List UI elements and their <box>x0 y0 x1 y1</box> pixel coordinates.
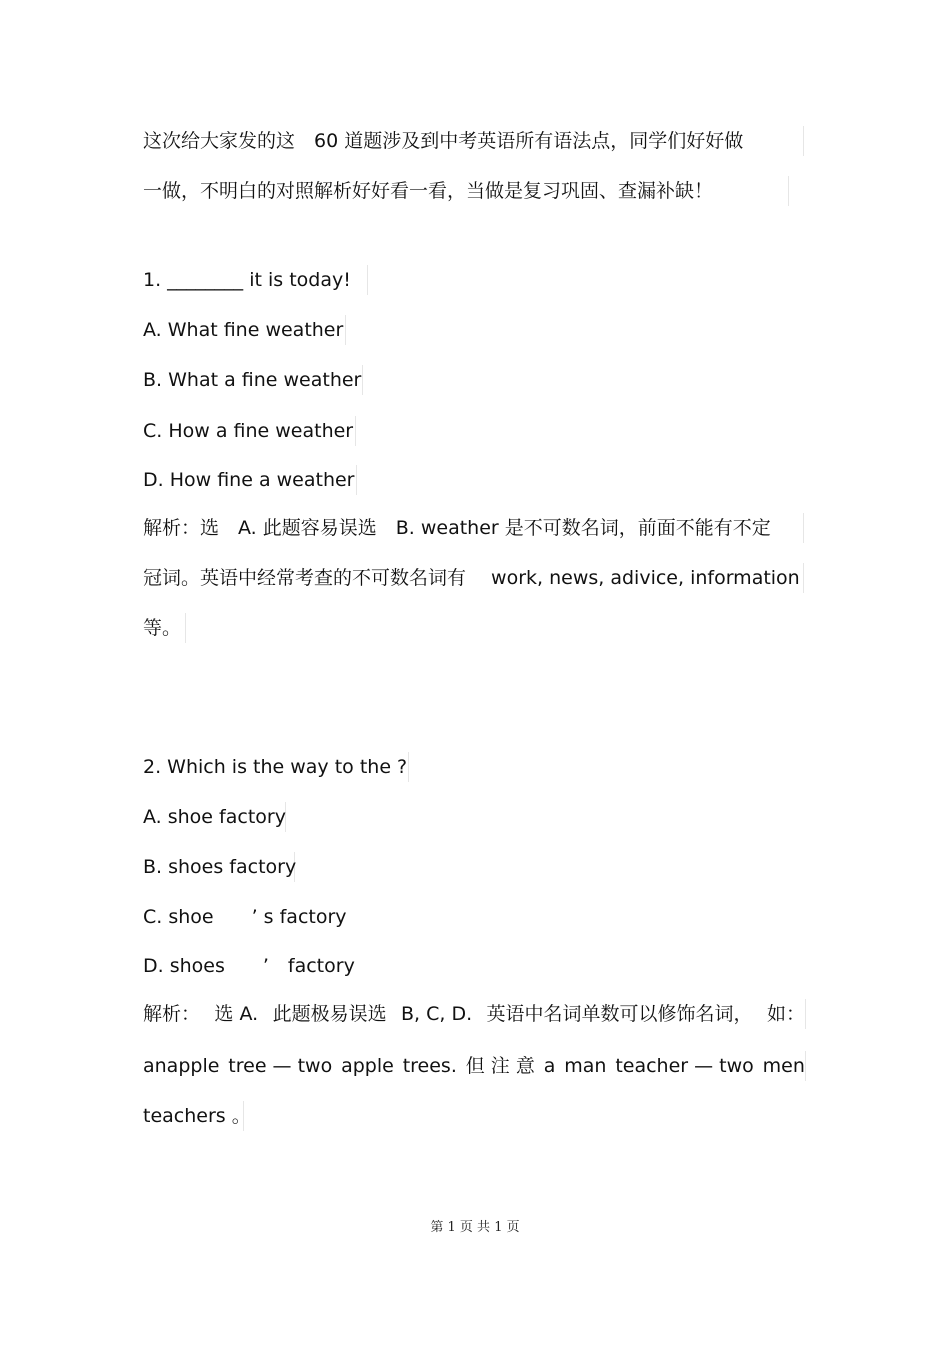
question-2-analysis-line-1 <box>143 999 806 1029</box>
question-2-analysis-line-3: teachers 。 <box>143 1101 244 1131</box>
analysis-word: 解析： <box>143 1003 201 1025</box>
analysis-word: men <box>762 1055 805 1077</box>
question-1-analysis-line-3: 等。 <box>143 613 186 643</box>
intro-line-2: 一做，不明白的对照解析好好看一看，当做是复习巩固、查漏补缺！ <box>143 176 789 206</box>
page-footer: 第 1 页 共 1 页 <box>430 1220 520 1235</box>
question-2-option-d: D. shoes ’ factory <box>143 955 355 977</box>
question-1-option-d: D. How fine a weather <box>143 465 357 495</box>
question-1-option-a: A. What fine weather <box>143 315 346 345</box>
analysis-word: apple <box>341 1055 394 1077</box>
question-1-option-c: C. How a fine weather <box>143 416 356 446</box>
intro-line-1: 这次给大家发的这 60 道题涉及到中考英语所有语法点，同学们好好做 <box>143 126 804 156</box>
analysis-word: 英语中名词单数可以修饰名词， <box>486 1003 753 1025</box>
analysis-word: anapple <box>143 1055 220 1077</box>
analysis-word: 选 A. <box>214 1003 259 1025</box>
analysis-word: 此题极易误选 <box>272 1003 387 1025</box>
question-1-option-b: B. What a fine weather <box>143 365 363 395</box>
question-1-analysis-line-1: 解析：选 A. 此题容易误选 B. weather 是不可数名词，前面不能有不定 <box>143 513 804 543</box>
question-2-option-a: A. shoe factory <box>143 802 286 832</box>
question-2-stem: 2. Which is the way to the ? <box>143 752 409 782</box>
analysis-word: a <box>543 1055 556 1077</box>
question-2-option-b: B. shoes factory <box>143 852 295 882</box>
question-1-stem: 1. ________ it is today! <box>143 265 368 295</box>
analysis-word: 如： <box>766 1003 805 1025</box>
analysis-word: 但 注 意 <box>465 1055 535 1077</box>
question-1-analysis-line-2: 冠词。英语中经常考查的不可数名词有 work, news, adivice, information <box>143 563 804 593</box>
analysis-word: trees. <box>402 1055 457 1077</box>
analysis-word: teacher — two <box>615 1055 754 1077</box>
question-2-option-c: C. shoe ’ s factory <box>143 906 347 928</box>
analysis-word: man <box>564 1055 607 1077</box>
analysis-word: tree — two <box>228 1055 333 1077</box>
analysis-word: B, C, D. <box>401 1003 473 1025</box>
question-2-analysis-line-2 <box>143 1051 806 1081</box>
